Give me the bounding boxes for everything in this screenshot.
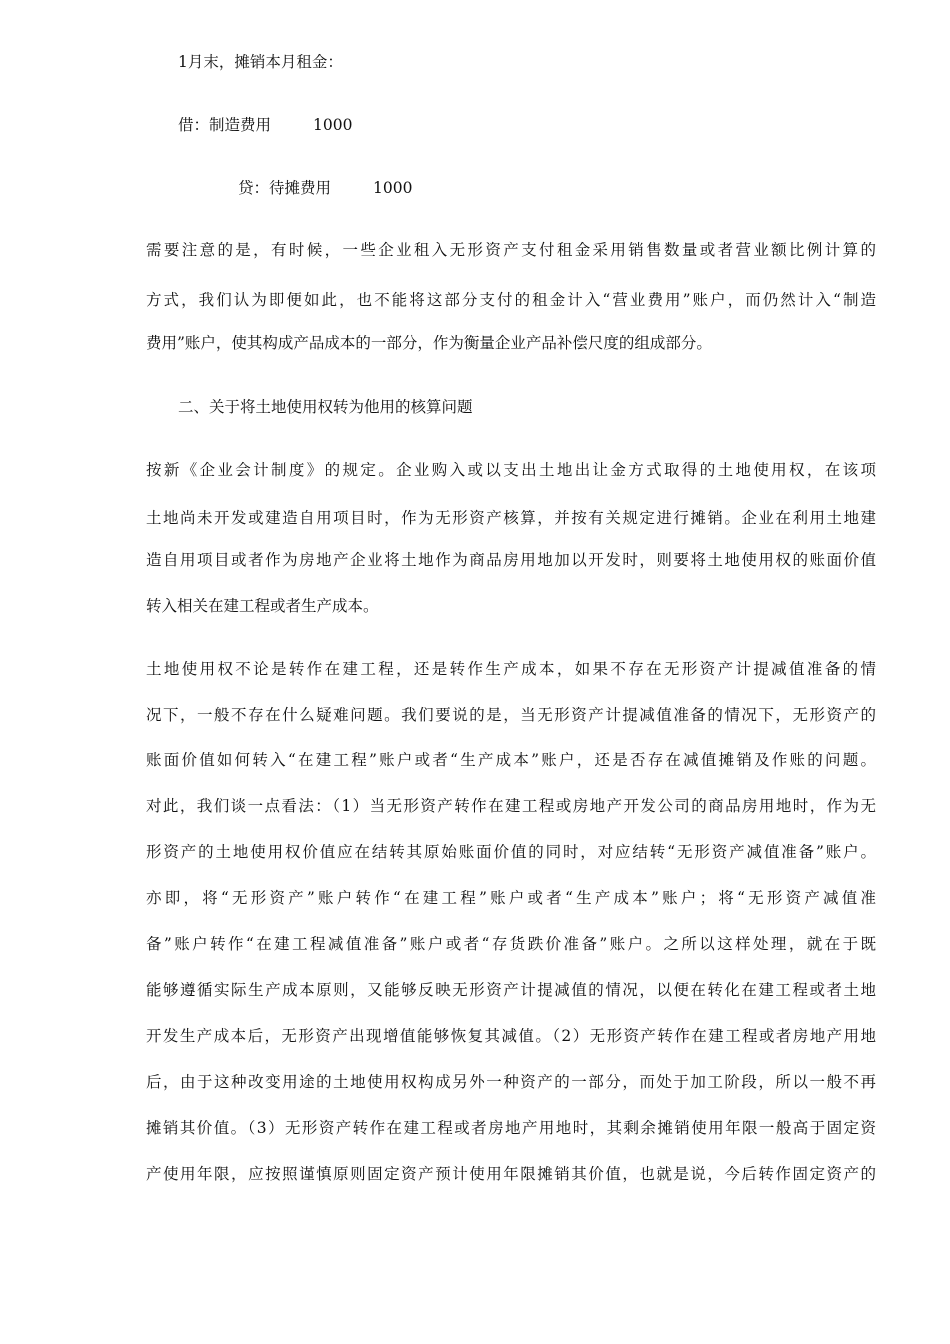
discussion-line: 备”账户转作“在建工程减值准备”账户或者“存货跌价准备”账户。之所以这样处理，就在于既 bbox=[146, 935, 876, 953]
discussion-line: 亦即，将“无形资产”账户转作“在建工程”账户或者“生产成本”账户；将“无形资产减值准 bbox=[146, 889, 876, 907]
discussion-line: 开发生产成本后，无形资产出现增值能够恢复其减值。（2）无形资产转作在建工程或者房地产用地 bbox=[146, 1027, 876, 1045]
discussion-line: 后，由于这种改变用途的土地使用权构成另外一种资产的一部分，而处于加工阶段，所以一般不再 bbox=[146, 1073, 876, 1091]
rules-line: 转入相关在建工程或者生产成本。 bbox=[146, 597, 379, 615]
debit-amount: 1000 bbox=[313, 116, 353, 134]
discussion-line: 产使用年限，应按照谨慎原则固定资产预计使用年限摊销其价值，也就是说，今后转作固定资产的 bbox=[146, 1165, 876, 1183]
rules-line: 土地尚未开发或建造自用项目时，作为无形资产核算，并按有关规定进行摊销。企业在利用土地建 bbox=[146, 509, 876, 527]
discussion-line: 形资产的土地使用权价值应在结转其原始账面价值的同时，对应结转“无形资产减值准备”账户。 bbox=[146, 843, 876, 861]
debit-entry bbox=[178, 115, 352, 135]
credit-entry bbox=[238, 178, 412, 198]
rules-line: 按新《企业会计制度》的规定。企业购入或以支出土地出让金方式取得的土地使用权，在该项 bbox=[146, 461, 876, 479]
discussion-line: 况下，一般不存在什么疑难问题。我们要说的是，当无形资产计提减值准备的情况下，无形资产的 bbox=[146, 706, 876, 724]
discussion-line: 摊销其价值。（3）无形资产转作在建工程或者房地产用地时，其剩余摊销使用年限一般高于固定资 bbox=[146, 1119, 876, 1137]
note-line: 需要注意的是，有时候，一些企业租入无形资产支付租金采用销售数量或者营业额比例计算的 bbox=[146, 241, 876, 259]
credit-amount: 1000 bbox=[373, 179, 413, 197]
discussion-line: 土地使用权不论是转作在建工程，还是转作生产成本，如果不存在无形资产计提减值准备的情 bbox=[146, 660, 876, 678]
note-line: 方式，我们认为即便如此，也不能将这部分支付的租金计入“营业费用”账户，而仍然计入“制造 bbox=[146, 291, 876, 309]
entry-intro: 1月末，摊销本月租金： bbox=[178, 53, 343, 71]
rules-line: 造自用项目或者作为房地产企业将土地作为商品房用地加以开发时，则要将土地使用权的账面价值 bbox=[146, 551, 876, 569]
debit-label: 借：制造费用 bbox=[178, 116, 272, 134]
note-line: 费用”账户，使其构成产品成本的一部分，作为衡量企业产品补偿尺度的组成部分。 bbox=[146, 334, 712, 352]
discussion-line: 账面价值如何转入“在建工程”账户或者“生产成本”账户，还是否存在减值摊销及作账的问题。 bbox=[146, 751, 876, 769]
discussion-line: 对此，我们谈一点看法：（1）当无形资产转作在建工程或房地产开发公司的商品房用地时，作为无 bbox=[146, 797, 876, 815]
credit-label: 贷：待摊费用 bbox=[238, 179, 332, 197]
discussion-line: 能够遵循实际生产成本原则，又能够反映无形资产计提减值的情况，以便在转化在建工程或者土地 bbox=[146, 981, 876, 999]
section-heading: 二、关于将土地使用权转为他用的核算问题 bbox=[178, 398, 473, 416]
